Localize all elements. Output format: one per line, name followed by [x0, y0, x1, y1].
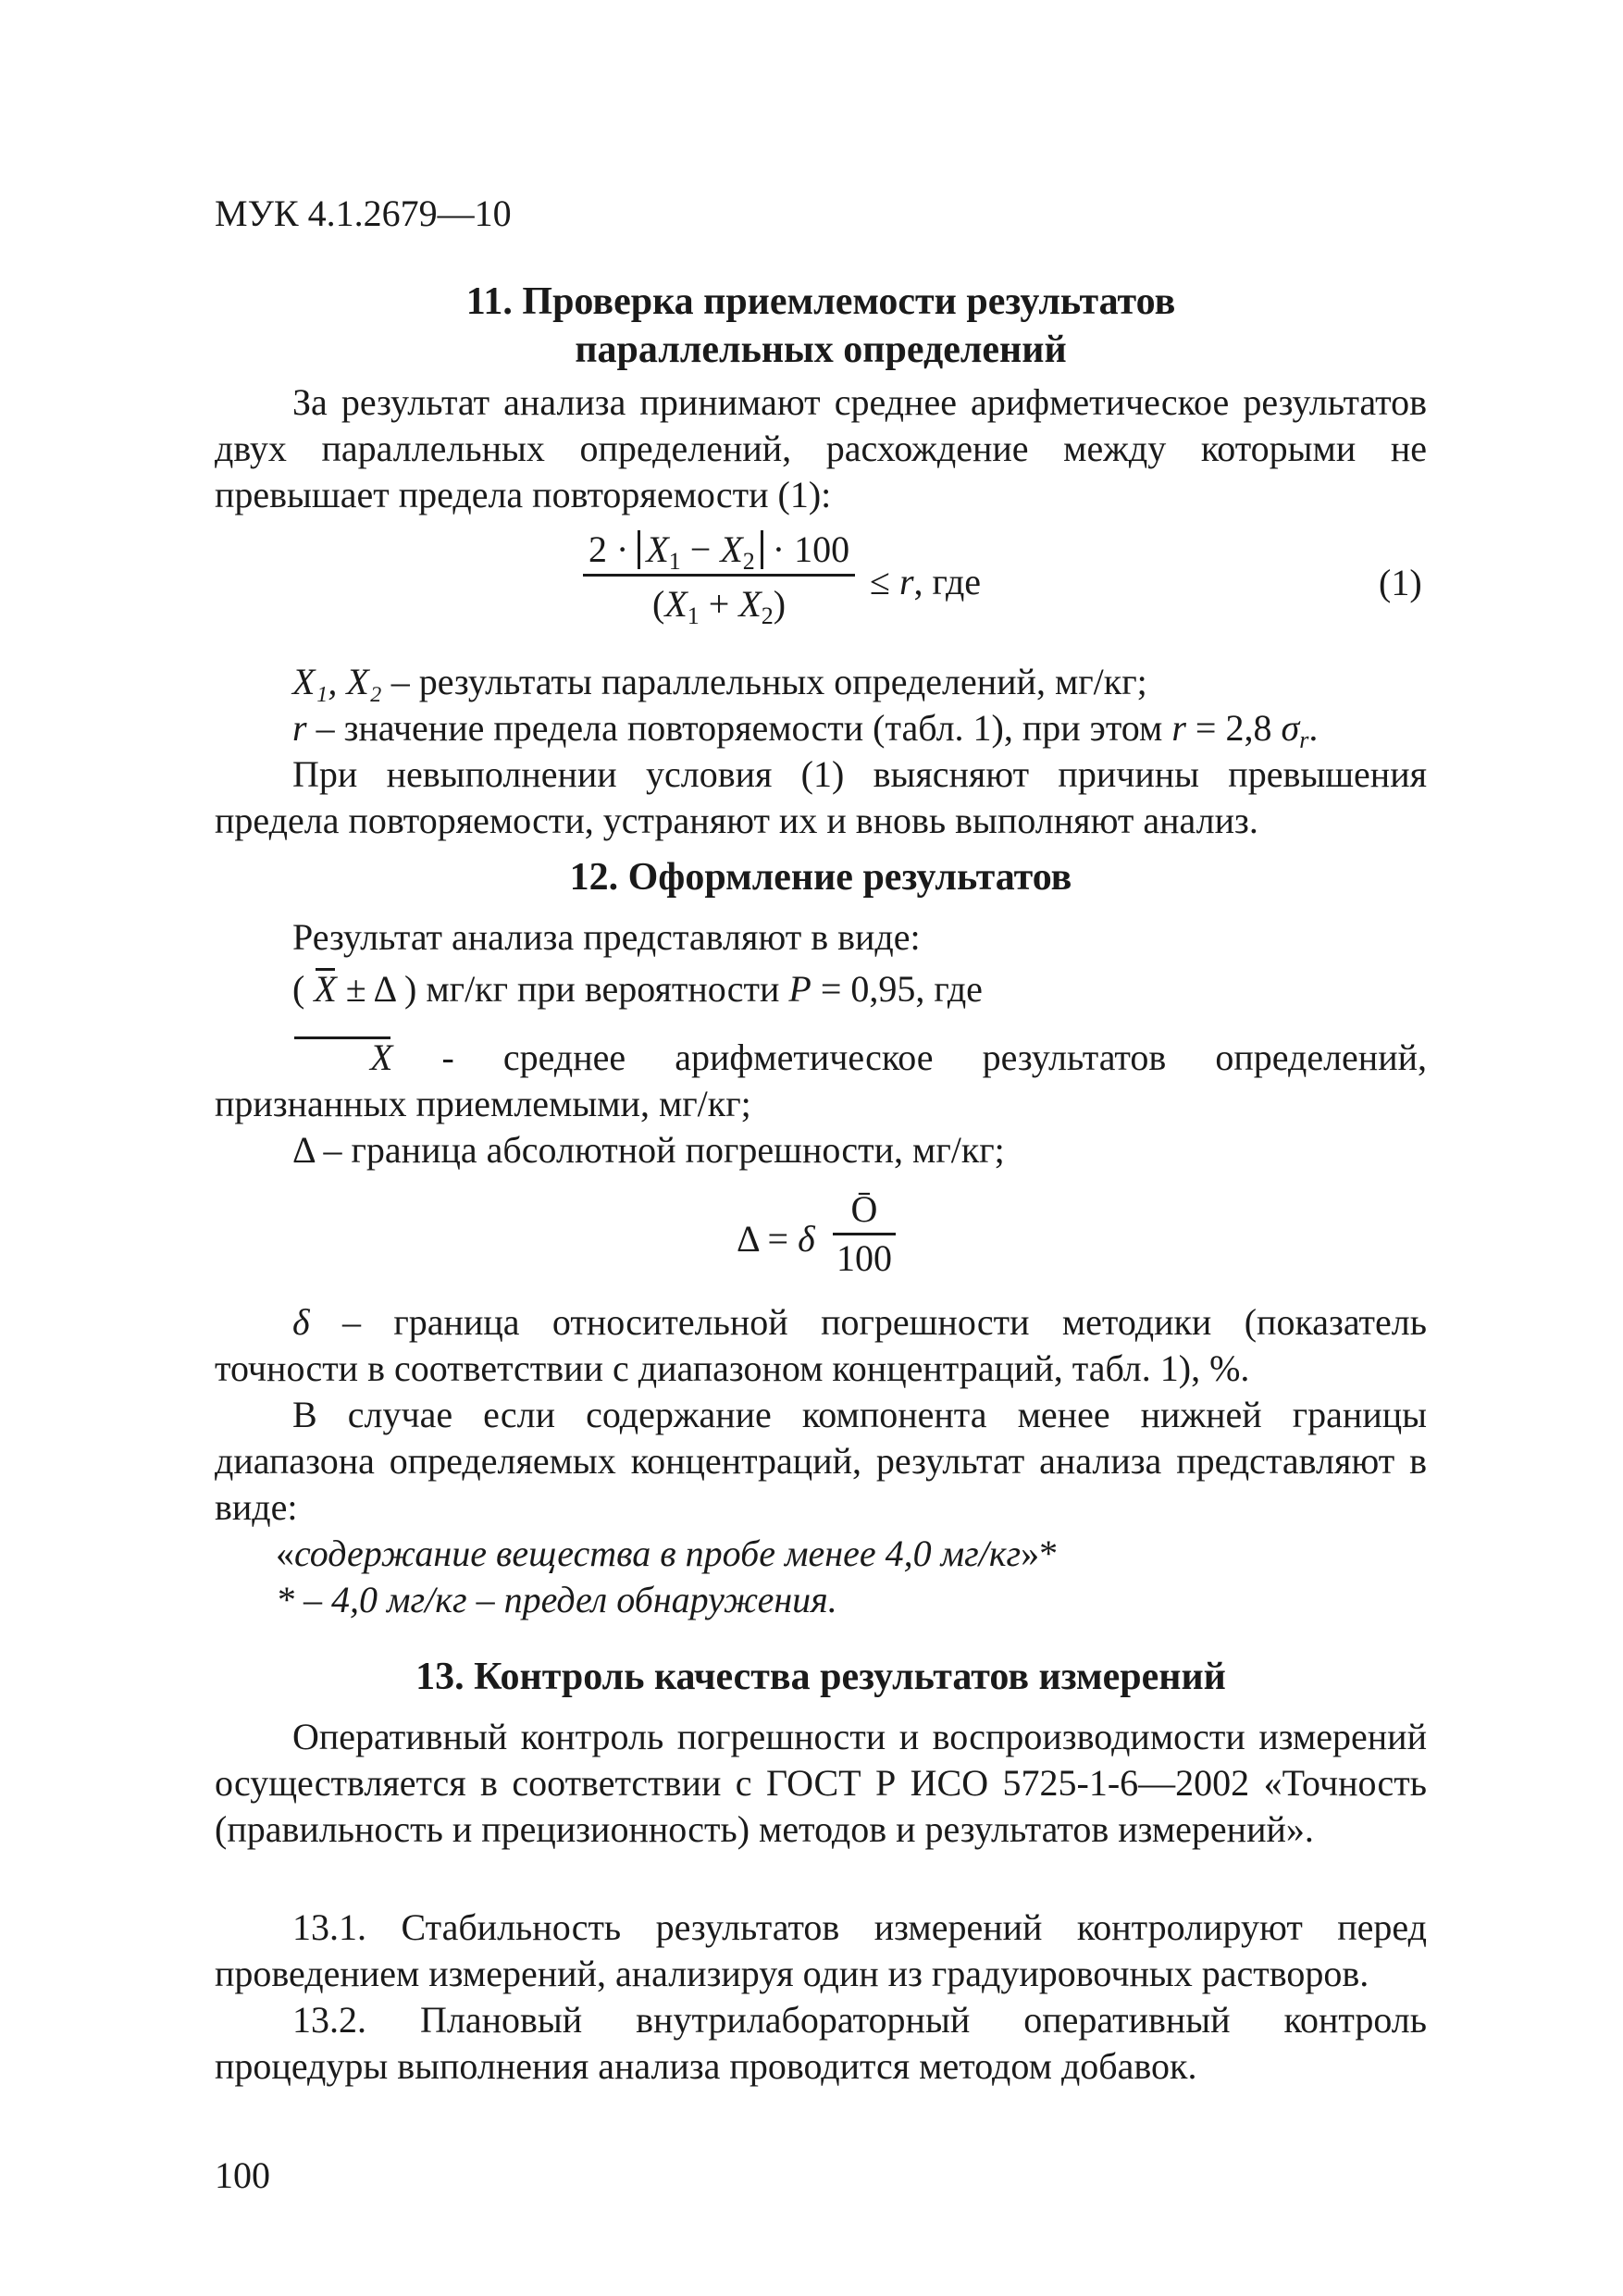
- section-13-paragraph-1: Оперативный контроль погрешности и воспроизводимости измерений осуществляется в соответствии с ГОСТ Р ИСО 5725-1-6—2002 «Точность (правильность и прецизионность) методов и результатов измерений».: [215, 1716, 1427, 1850]
- section-13-paragraph-3: 13.2. Плановый внутрилабораторный оперативный контроль процедуры выполнения анализа проводится методом добавок.: [215, 1999, 1427, 2087]
- quote-line: «содержание вещества в пробе менее 4,0 мг/кг»*: [276, 1533, 1059, 1574]
- formula-2-numerator: Ō: [850, 1188, 878, 1230]
- formula-2-fraction: [833, 1186, 896, 1282]
- section-12-paragraph-case: В случае если содержание компонента менее нижней границы диапазона определяемых концентраций, результат анализа представляют в виде:: [215, 1394, 1427, 1528]
- section-12-intro: Результат анализа представляют в виде:: [292, 916, 921, 958]
- page-number: 100: [215, 2154, 270, 2196]
- formula-1-number: (1): [1379, 562, 1422, 603]
- section-13-paragraph-2: 13.1. Стабильность результатов измерений контролируют перед проведением измерений, анализируя один из градуировочных растворов.: [215, 1906, 1427, 1994]
- formula-2-lhs: Δ = δ: [737, 1218, 815, 1260]
- section-11-title-line1: 11. Проверка приемлемости результатов: [465, 280, 1176, 323]
- definition-delta-abs: Δ – граница абсолютной погрешности, мг/кг;: [292, 1129, 1005, 1171]
- formula-1-fraction: [583, 526, 855, 628]
- section-13-title: 13. Контроль качества результатов измерений: [415, 1656, 1226, 1698]
- formula-2-denominator: 100: [833, 1233, 896, 1282]
- formula-1-numerator: $2 \cdot X_1 - X_2 \cdot 100$: [588, 528, 850, 575]
- section-11-title-line2: параллельных определений: [575, 329, 1067, 371]
- definition-x-mean: X - среднее арифметическое результатов определений, признанных приемлемыми, мг/кг;: [215, 1036, 1427, 1124]
- definition-x1-x2: X₁, X₂ – результаты параллельных определений, мг/кг;: [292, 661, 1147, 702]
- section-12-title: 12. Оформление результатов: [569, 856, 1072, 899]
- definition-r: r – значение предела повторяемости (табл. 1), при этом r = 2,8 $\sigma_r$.: [292, 707, 1319, 753]
- formula-1-relation: ≤ r, где: [870, 561, 982, 602]
- definition-delta-rel: δ – граница относительной погрешности методики (показатель точности в соответствии с диапазоном концентраций, табл. 1), %.: [215, 1301, 1427, 1389]
- section-11-title: [215, 278, 1427, 374]
- footnote-detection-limit: * – 4,0 мг/кг – предел обнаружения.: [276, 1579, 837, 1620]
- result-expression: ( X ± Δ ) мг/кг при вероятности P = 0,95, где: [215, 966, 1427, 1012]
- section-11-paragraph-1: За результат анализа принимают среднее арифметическое результатов двух параллельных определений, расхождение между которыми не превышает предела повторяемости (1):: [215, 381, 1427, 515]
- section-11-paragraph-2: При невыполнении условия (1) выясняют причины превышения предела повторяемости, устраняют их и вновь выполняют анализ.: [215, 753, 1427, 841]
- doc-code-header: МУК 4.1.2679—10: [215, 192, 512, 234]
- formula-1: [583, 526, 855, 628]
- formula-1-denominator: $(X_1 + X_2)$: [583, 574, 855, 628]
